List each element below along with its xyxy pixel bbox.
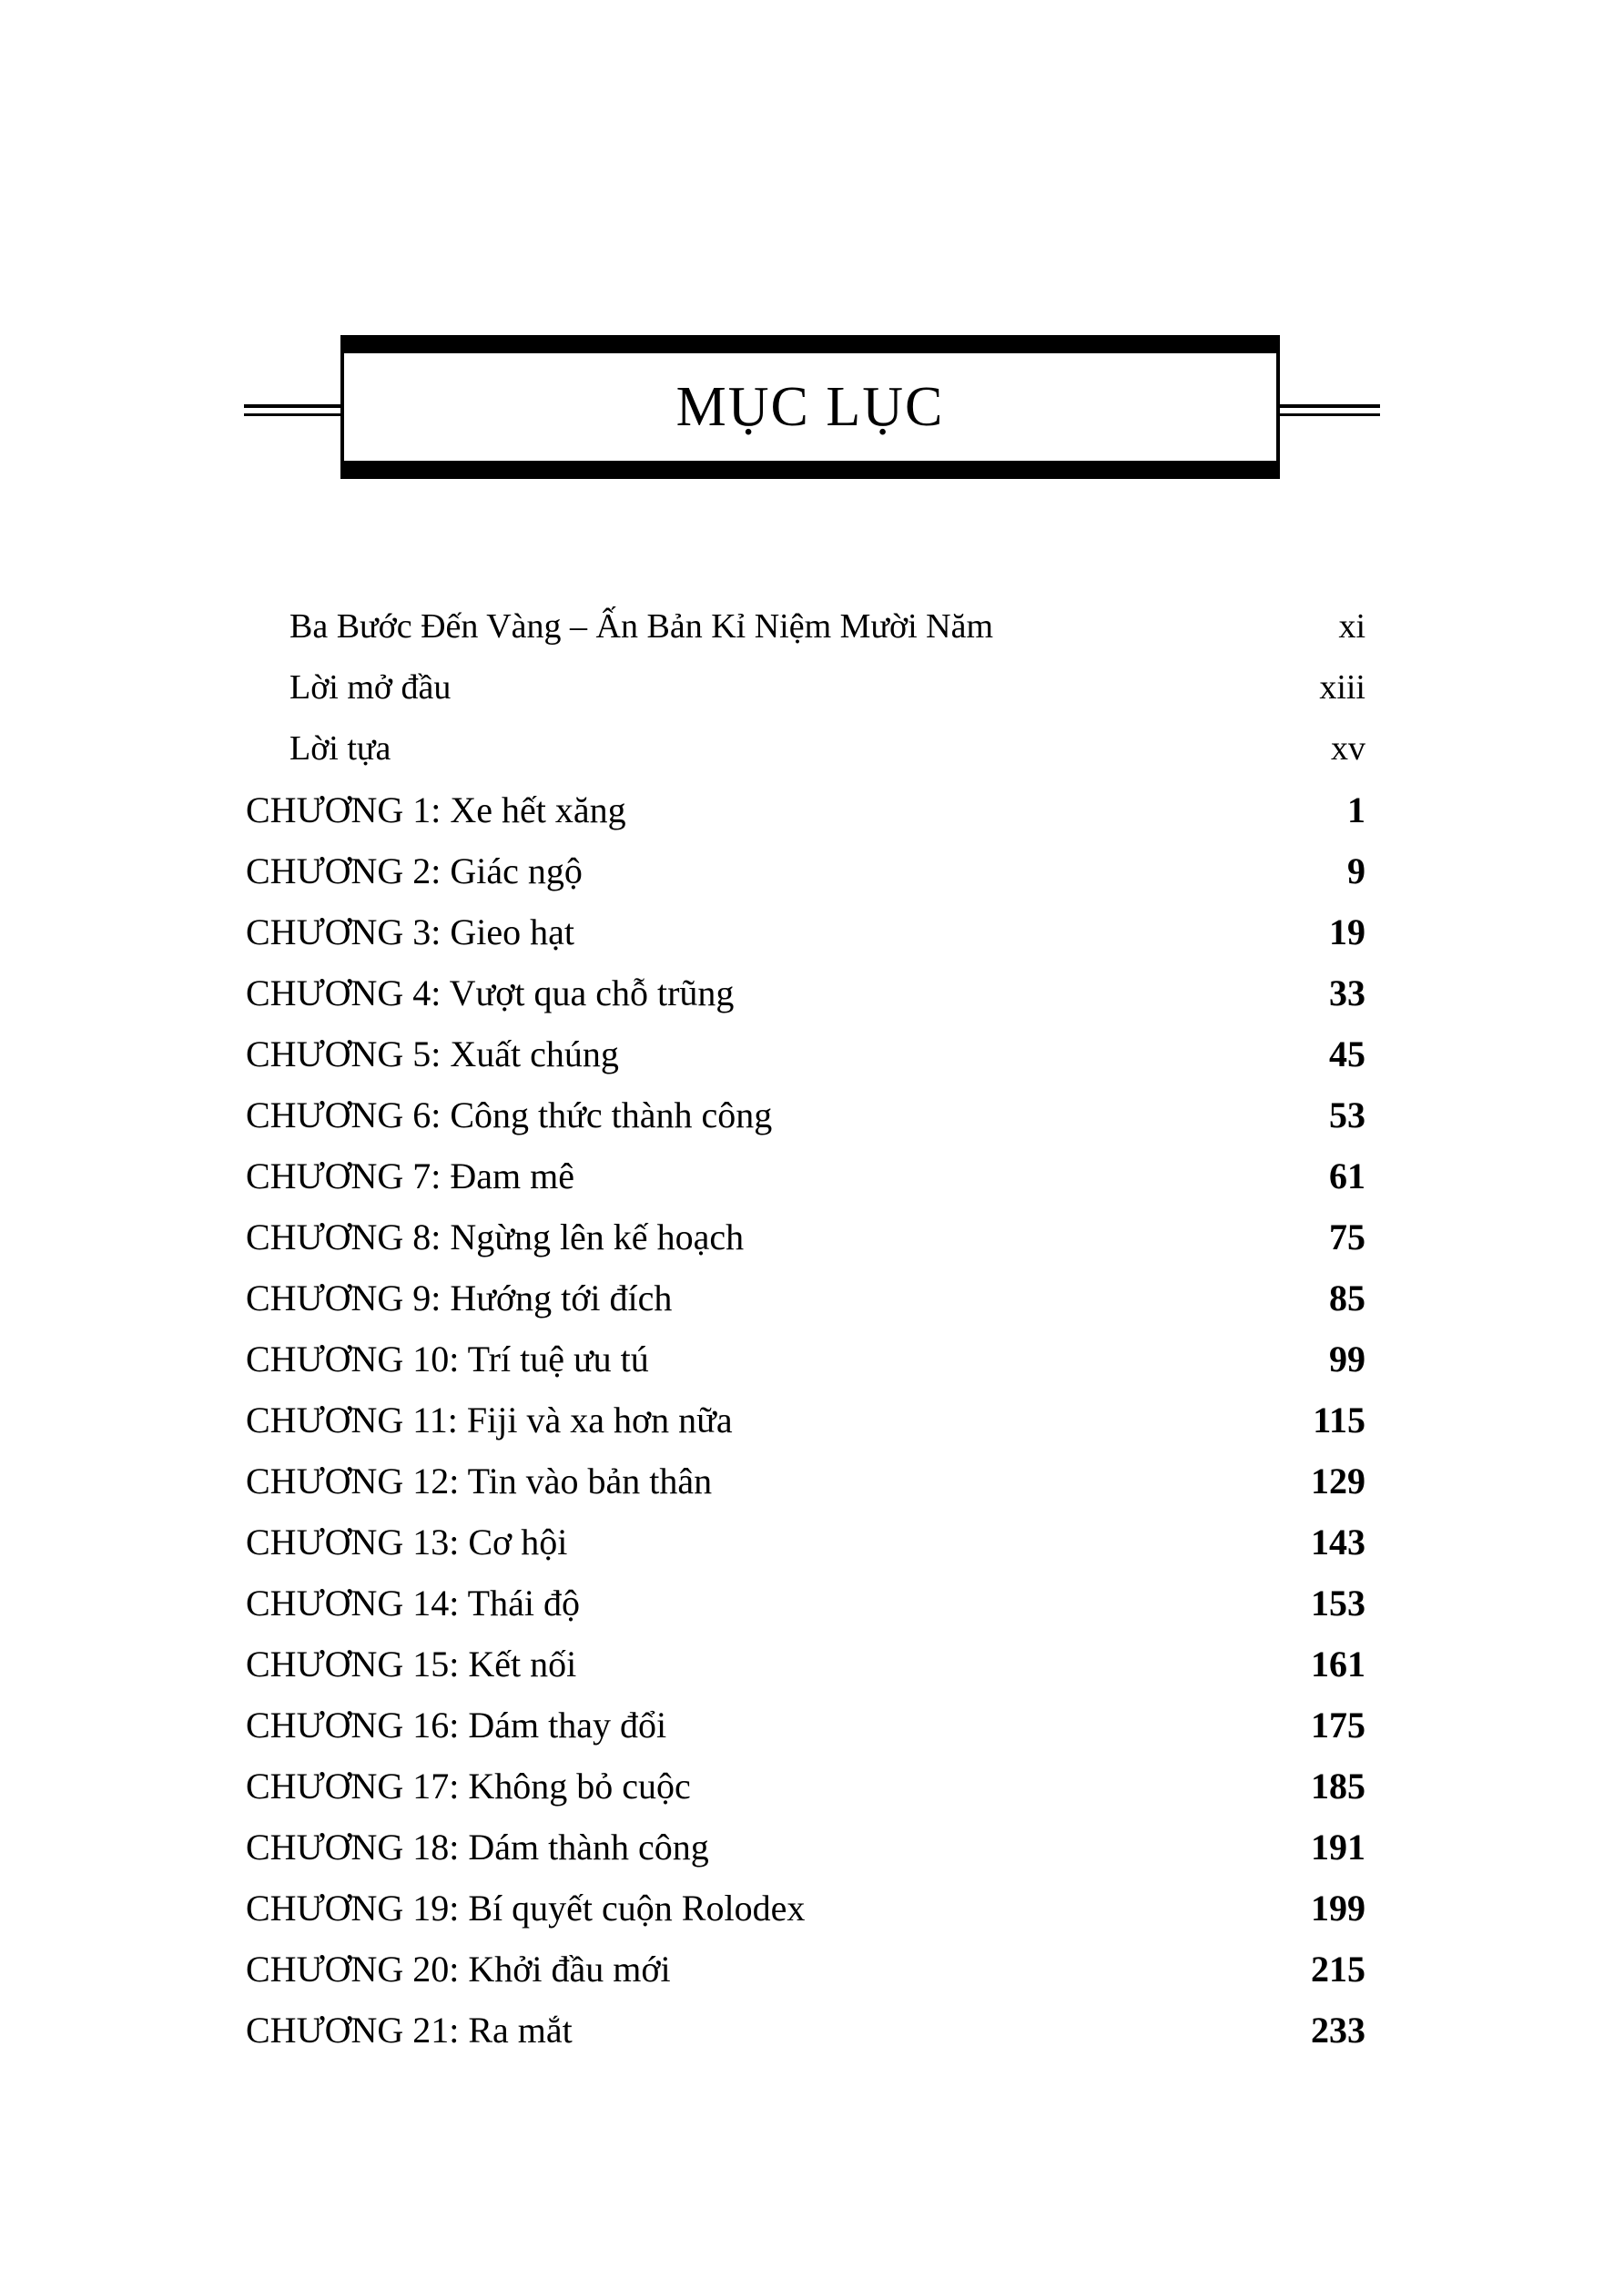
- toc-entry-label: Lời tựa: [289, 729, 391, 768]
- toc-entry-front-0[interactable]: [246, 596, 1365, 657]
- toc-entry-label: CHƯƠNG 16: Dám thay đổi: [246, 1705, 667, 1746]
- toc-entry-chapter-14[interactable]: [246, 1573, 1365, 1634]
- toc-entry-label: CHƯƠNG 21: Ra mắt: [246, 2010, 573, 2051]
- toc-entry-page: 199: [1311, 1888, 1365, 1929]
- toc-entry-chapter-19[interactable]: [246, 1878, 1365, 1939]
- toc-entry-chapter-11[interactable]: [246, 1389, 1365, 1451]
- toc-entry-label: CHƯƠNG 5: Xuất chúng: [246, 1033, 619, 1074]
- toc-entry-label: CHƯƠNG 17: Không bỏ cuộc: [246, 1766, 691, 1807]
- toc-entry-page: xiii: [1319, 668, 1365, 707]
- toc-entry-page: 45: [1329, 1033, 1365, 1074]
- title-banner: [244, 335, 1380, 481]
- toc-entry-label: CHƯƠNG 19: Bí quyết cuộn Rolodex: [246, 1888, 806, 1929]
- toc-entry-chapter-21[interactable]: [246, 2000, 1365, 2061]
- toc-entry-label: CHƯƠNG 13: Cơ hội: [246, 1522, 568, 1563]
- toc-entry-front-2[interactable]: [246, 718, 1365, 779]
- toc-entry-label: CHƯƠNG 14: Thái độ: [246, 1583, 580, 1624]
- toc-entry-chapter-3[interactable]: [246, 901, 1365, 962]
- toc-entry-label: CHƯƠNG 1: Xe hết xăng: [246, 789, 626, 830]
- toc-entry-chapter-20[interactable]: [246, 1939, 1365, 2000]
- toc-entry-label: CHƯƠNG 15: Kết nối: [246, 1644, 577, 1685]
- banner-rule-left: [244, 404, 350, 408]
- toc-entry-chapter-10[interactable]: [246, 1328, 1365, 1389]
- toc-entry-page: 215: [1311, 1949, 1365, 1990]
- title-banner-box: [340, 335, 1280, 479]
- toc-entry-page: 153: [1311, 1583, 1365, 1624]
- toc-entry-label: CHƯƠNG 10: Trí tuệ ưu tú: [246, 1339, 649, 1379]
- toc-entry-label: CHƯƠNG 18: Dám thành công: [246, 1827, 709, 1868]
- toc-entry-page: 53: [1329, 1094, 1365, 1135]
- toc-entry-chapter-5[interactable]: [246, 1023, 1365, 1084]
- toc-entry-page: 99: [1329, 1339, 1365, 1379]
- toc-entry-page: 143: [1311, 1522, 1365, 1563]
- toc-entry-label: CHƯƠNG 7: Đam mê: [246, 1155, 574, 1196]
- toc-entry-chapter-7[interactable]: [246, 1145, 1365, 1206]
- banner-bar-top: [344, 335, 1276, 353]
- toc-entry-label: CHƯƠNG 3: Gieo hạt: [246, 911, 574, 952]
- toc-entry-page: 61: [1329, 1155, 1365, 1196]
- toc-entry-page: 1: [1347, 789, 1365, 830]
- toc-entry-page: 191: [1311, 1827, 1365, 1868]
- toc-entry-chapter-4[interactable]: [246, 962, 1365, 1023]
- toc-entry-label: Ba Bước Đến Vàng – Ấn Bản Kỉ Niệm Mười Năm: [289, 607, 994, 646]
- banner-bar-bottom: [344, 461, 1276, 479]
- toc-entry-chapter-15[interactable]: [246, 1634, 1365, 1695]
- toc-entry-page: 85: [1329, 1278, 1365, 1318]
- toc-entry-chapter-6[interactable]: [246, 1084, 1365, 1145]
- banner-rule-right: [1274, 404, 1380, 408]
- toc-entry-page: 9: [1347, 850, 1365, 891]
- toc-entry-chapter-17[interactable]: [246, 1756, 1365, 1817]
- toc-entry-label: CHƯƠNG 11: Fiji và xa hơn nữa: [246, 1400, 733, 1440]
- toc-entry-page: 75: [1329, 1216, 1365, 1257]
- toc-entry-page: 175: [1311, 1705, 1365, 1746]
- toc-entry-label: CHƯƠNG 4: Vượt qua chỗ trũng: [246, 972, 735, 1013]
- toc-entry-page: xv: [1331, 729, 1365, 768]
- toc-entry-chapter-9[interactable]: [246, 1267, 1365, 1328]
- toc-entry-page: 161: [1311, 1644, 1365, 1685]
- toc-entry-front-1[interactable]: [246, 657, 1365, 718]
- toc-entry-chapter-2[interactable]: [246, 840, 1365, 901]
- toc-entry-page: 115: [1313, 1400, 1365, 1440]
- toc-entry-page: 129: [1311, 1461, 1365, 1501]
- toc-entry-page: 233: [1311, 2010, 1365, 2051]
- toc-entry-chapter-1[interactable]: [246, 779, 1365, 840]
- toc-entry-chapter-8[interactable]: [246, 1206, 1365, 1267]
- toc-entry-chapter-16[interactable]: [246, 1695, 1365, 1756]
- banner-rule-left-secondary: [244, 413, 350, 416]
- toc-entry-label: Lời mở đầu: [289, 668, 452, 707]
- toc-entry-page: 33: [1329, 972, 1365, 1013]
- toc-entry-label: CHƯƠNG 12: Tin vào bản thân: [246, 1461, 713, 1501]
- page-title: MỤC LỤC: [675, 376, 945, 438]
- table-of-contents: [246, 596, 1365, 2061]
- toc-entry-label: CHƯƠNG 9: Hướng tới đích: [246, 1278, 673, 1318]
- toc-entry-chapter-18[interactable]: [246, 1817, 1365, 1878]
- toc-entry-chapter-12[interactable]: [246, 1451, 1365, 1512]
- banner-rule-right-secondary: [1274, 413, 1380, 416]
- toc-entry-page: 19: [1329, 911, 1365, 952]
- toc-entry-label: CHƯƠNG 8: Ngừng lên kế hoạch: [246, 1216, 745, 1257]
- toc-entry-label: CHƯƠNG 2: Giác ngộ: [246, 850, 583, 891]
- toc-entry-label: CHƯƠNG 20: Khởi đầu mới: [246, 1949, 671, 1990]
- toc-entry-page: xi: [1338, 607, 1365, 646]
- toc-entry-page: 185: [1311, 1766, 1365, 1807]
- toc-entry-chapter-13[interactable]: [246, 1512, 1365, 1573]
- toc-entry-label: CHƯƠNG 6: Công thức thành công: [246, 1094, 773, 1135]
